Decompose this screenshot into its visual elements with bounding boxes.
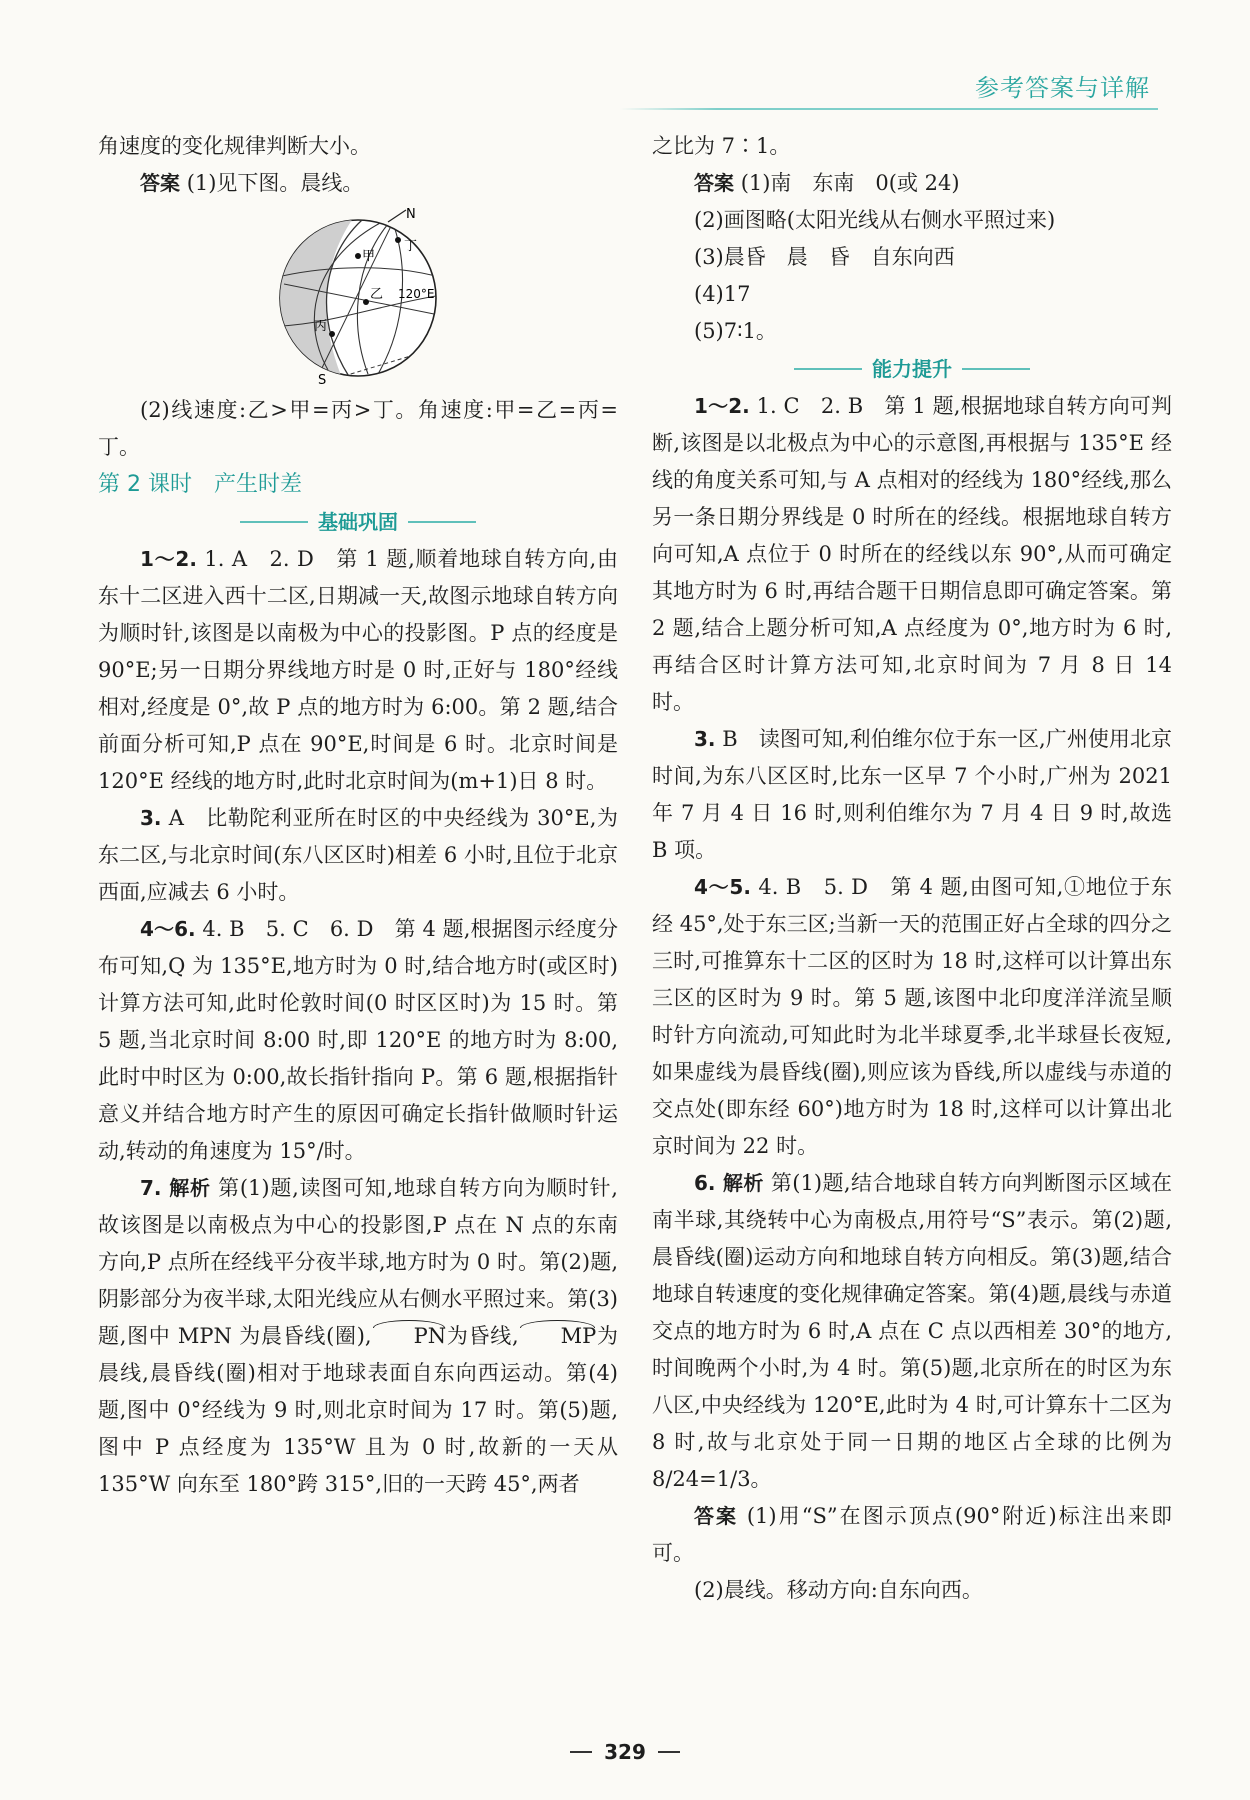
question-4-5 [652, 869, 1172, 1165]
question-label: 6. 解析 [694, 1171, 764, 1195]
arc-mp: MP [519, 1318, 597, 1355]
band-line-right [962, 368, 1030, 370]
question-text: 为昏线, [446, 1324, 519, 1348]
question-label: 1～2. [140, 547, 197, 571]
answer-text: (1)南 东南 0(或 24) [740, 171, 960, 195]
lesson-title: 第 2 课时 产生时差 [98, 472, 302, 497]
answer-6-line-2: (2)晨线。移动方向:自东向西。 [694, 1578, 983, 1602]
globe-label-yi: 乙 [370, 287, 384, 302]
globe-label-jia: 甲 [362, 249, 376, 264]
answer-line-2: (2)画图略(太阳光线从右侧水平照过来) [694, 208, 1056, 232]
question-text: A 比勒陀利亚所在时区的中央经线为 30°E,为东二区,与北京时间(东八区区时)相差 6 小时,且位于北京西面,应减去 6 小时。 [98, 806, 618, 904]
question-6 [652, 1165, 1172, 1498]
answer-1-line [98, 165, 618, 202]
answer-line-4: (4)17 [694, 282, 751, 306]
globe-label-s: S [318, 373, 327, 386]
question-text: 为晨线,晨昏线(圈)相对于地球表面自东向西运动。第(4)题,图中 0°经线为 9 时,则北京时间为 17 时。第(5)题,图中 P 点经度为 135°W 且为 0 时,故新的一天从 135°W 向东至 180°跨 315°,旧的一天跨 45°,两者 [98, 1324, 618, 1496]
header-rule [620, 108, 1158, 110]
question-text: 第(1)题,读图可知,地球自转方向为顺时针,故该图是以南极点为中心的投影图,P 点在 N 点的东南方向,P 点所在经线平分夜半球,地方时为 0 时。第(2)题,阴影部分为夜半球,太阳光线应从右侧水平照过来。第(3)题,图中 MPN 为晨昏线(圈), [98, 1176, 618, 1348]
band-line-right [408, 521, 476, 523]
question-3 [652, 721, 1172, 869]
question-7 [98, 1170, 618, 1503]
footer-dash-left [570, 1751, 592, 1753]
question-label: 4～6. [140, 917, 196, 941]
section-band-advanced [652, 350, 1172, 388]
question-label: 3. [694, 727, 716, 751]
globe-label-bing: 丙 [314, 319, 328, 334]
answer-2-text: (2)线速度:乙>甲=丙>丁。角速度:甲=乙=丙=丁。 [98, 398, 618, 459]
answer-label: 答案 [694, 171, 734, 195]
question-text: 4. B 5. D 第 4 题,由图可知,①地位于东经 45°,处于东三区;当新一天的范围正好占全球的四分之三时,可推算东十二区的区时为 18 时,这样可以计算出东三区的区时为 9 时。第 5 题,该图中北印度洋洋流呈顺时针方向流动,可知此时为北半球夏季,北半球昼长夜短,如果虚线为晨昏线(圈),则应该为昏线,所以虚线与赤道的交点处(即东经 60°)地方时为 18 时,这样可以计算出北京时间为 22 时。 [652, 875, 1172, 1158]
answer-label: 答案 [140, 171, 180, 195]
question-3 [98, 800, 618, 911]
globe-diagram [258, 206, 458, 386]
header-title: 参考答案与详解 [975, 74, 1150, 102]
question-text: 4. B 5. C 6. D 第 4 题,根据图示经度分布可知,Q 为 135°E,地方时为 0 时,结合地方时(或区时)计算方法可知,此时伦敦时间(0 时区区时)为 15 时。第 5 题,当北京时间 8:00 时,即 120°E 的地方时为 8:00,此时中时区为 0:00,故长指针指向 P。第 6 题,根据指针意义并结合地方时产生的原因可确定长指针做顺时针运动,转动的角速度为 15°/时。 [98, 917, 618, 1163]
question-label: 1～2. [694, 394, 750, 418]
globe-label-n: N [406, 207, 416, 222]
right-intro: 之比为 7∶1。 [652, 134, 791, 158]
answer-label: 答案 [694, 1504, 739, 1528]
page-number: 329 [604, 1740, 646, 1764]
left-column [98, 128, 618, 1503]
answer-6-line-1 [652, 1498, 1172, 1572]
answer-line-5: (5)7∶1。 [694, 319, 777, 343]
band-line-left [240, 521, 308, 523]
question-label: 7. 解析 [140, 1176, 211, 1200]
answer-block-line-1 [652, 165, 1172, 202]
right-column [652, 128, 1172, 1609]
globe-label-ding: 丁 [404, 239, 418, 254]
question-1-2 [652, 388, 1172, 721]
left-intro: 角速度的变化规律判断大小。 [98, 134, 371, 158]
page-footer [0, 1740, 1250, 1764]
question-text: 1. A 2. D 第 1 题,顺着地球自转方向,由东十二区进入西十二区,日期减一天,故图示地球自转方向为顺时针,该图是以南极为中心的投影图。P 点的经度是 90°E;另一日期分界线地方时是 0 时,正好与 180°经线相对,经度是 0°,故 P 点的地方时为 6:00。第 2 题,结合前面分析可知,P 点在 90°E,时间是 6 时。北京时间是 120°E 经线的地方时,此时北京时间为(m+1)日 8 时。 [98, 547, 618, 793]
question-1-2 [98, 541, 618, 800]
question-text: B 读图可知,利伯维尔位于东一区,广州使用北京时间,为东八区区时,比东一区早 7 个小时,广州为 2021 年 7 月 4 日 16 时,则利伯维尔为 7 月 4 日 9 时,故选 B 项。 [652, 727, 1173, 862]
section-band-basic [98, 503, 618, 541]
footer-dash-right [658, 1751, 680, 1753]
question-label: 3. [140, 806, 162, 830]
band-title: 基础巩固 [318, 509, 398, 534]
band-title: 能力提升 [872, 356, 952, 381]
question-4-6 [98, 911, 618, 1170]
globe-label-lon: 120°E [398, 287, 435, 301]
answer-1-text: (1)见下图。晨线。 [186, 171, 364, 195]
arc-pn: PN [372, 1318, 447, 1355]
question-text: 1. C 2. B 第 1 题,根据地球自转方向可判断,该图是以北极点为中心的示意图,再根据与 135°E 经线的角度关系可知,与 A 点相对的经线为 180°经线,那么另一条日期分界线是 0 时所在的经线。根据地球自转方向可知,A 点位于 0 时所在的经线以东 90°,从而可确定其地方时为 6 时,再结合题干日期信息即可确定答案。第 2 题,结合上题分析可知,A 点经度为 0°,地方时为 6 时,再结合区时计算方法可知,北京时间为 7 月 8 日 14 时。 [652, 394, 1172, 714]
answer-line-3: (3)晨昏 晨 昏 自东向西 [694, 245, 955, 269]
question-label: 4～5. [694, 875, 751, 899]
band-line-left [794, 368, 862, 370]
question-text: 第(1)题,结合地球自转方向判断图示区域在南半球,其绕转中心为南极点,用符号“S”表示。第(2)题,晨昏线(圈)运动方向和地球自转方向相反。第(3)题,结合地球自转速度的变化规律确定答案。第(4)题,晨线与赤道交点的地方时为 6 时,A 点在 C 点以西相差 30°的地方,时间晚两个小时,为 4 时。第(5)题,北京所在的时区为东八区,中央经线为 120°E,此时为 4 时,可计算东十二区为 8 时,故与北京处于同一日期的地区占全球的比例为 8/24=1/3。 [652, 1171, 1172, 1491]
answer-text: (1)用“S”在图示顶点(90°附近)标注出来即可。 [652, 1504, 1172, 1565]
